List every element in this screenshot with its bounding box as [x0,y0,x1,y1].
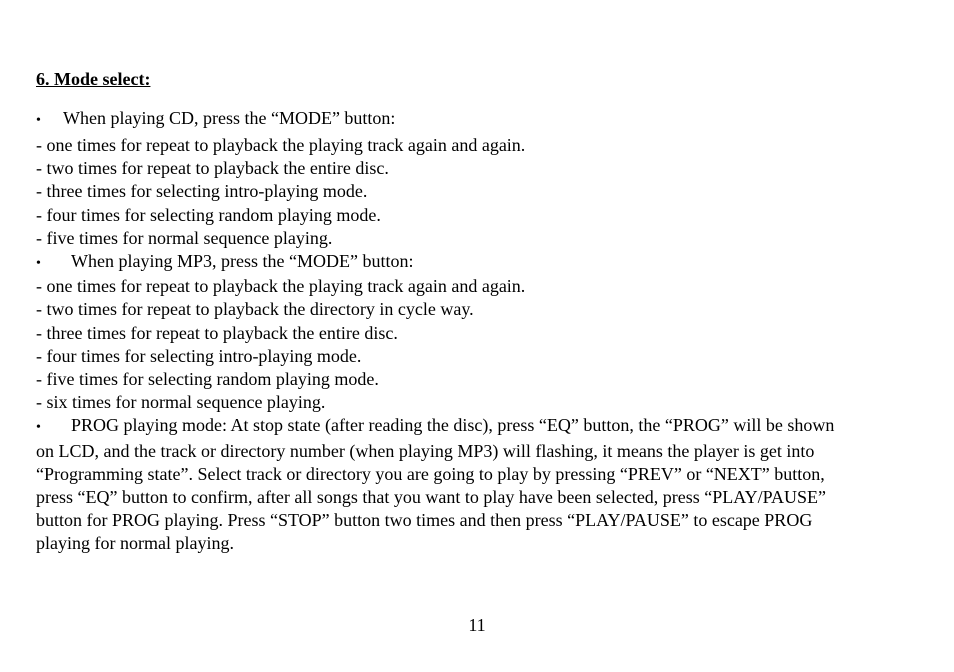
prog-intro-line [36,414,906,439]
cd-intro-line [36,105,906,134]
cd-intro-text: When playing CD, press the “MODE” button: [63,108,396,128]
mp3-intro-text: When playing MP3, press the “MODE” button: [71,251,414,272]
cd-item: - two times for repeat to playback the entire disc. [36,158,389,179]
cd-item: - one times for repeat to playback the playing track again and again. [36,135,526,155]
prog-paragraph-line: on LCD, and the track or directory number (when playing MP3) will flashing, it means the player is get into [36,440,815,461]
section-heading: 6. Mode select: [36,69,151,89]
bullet-icon: • [36,113,41,128]
cd-item: - four times for selecting random playing mode. [36,204,381,225]
mp3-intro-line [36,250,906,275]
cd-item: - three times for selecting intro-playing mode. [36,181,368,202]
prog-first-line-text: PROG playing mode: At stop state (after reading the disc), press “EQ” button, the “PROG” will be shown [71,415,835,436]
mp3-item: - six times for normal sequence playing. [36,392,326,413]
prog-paragraph-line: playing for normal playing. [36,533,234,554]
cd-item: - five times for normal sequence playing. [36,227,333,248]
mp3-item: - five times for selecting random playing mode. [36,369,379,390]
prog-paragraph-line: button for PROG playing. Press “STOP” button two times and then press “PLAY/PAUSE” to escape PROG [36,510,813,531]
bullet-icon: • [36,420,41,436]
bullet-icon: • [36,256,41,272]
mp3-item: - two times for repeat to playback the directory in cycle way. [36,299,474,320]
prog-paragraph-line: “Programming state”. Select track or directory you are going to play by pressing “PREV” or “NEXT” button, [36,463,825,484]
mp3-item: - one times for repeat to playback the playing track again and again. [36,276,526,297]
page-number: 11 [468,615,486,635]
section-body [36,105,906,556]
prog-paragraph-line: press “EQ” button to confirm, after all songs that you want to play have been selected, press “PLAY/PAUSE” [36,487,826,508]
mp3-item: - three times for repeat to playback the entire disc. [36,322,398,343]
mp3-item: - four times for selecting intro-playing mode. [36,345,362,366]
